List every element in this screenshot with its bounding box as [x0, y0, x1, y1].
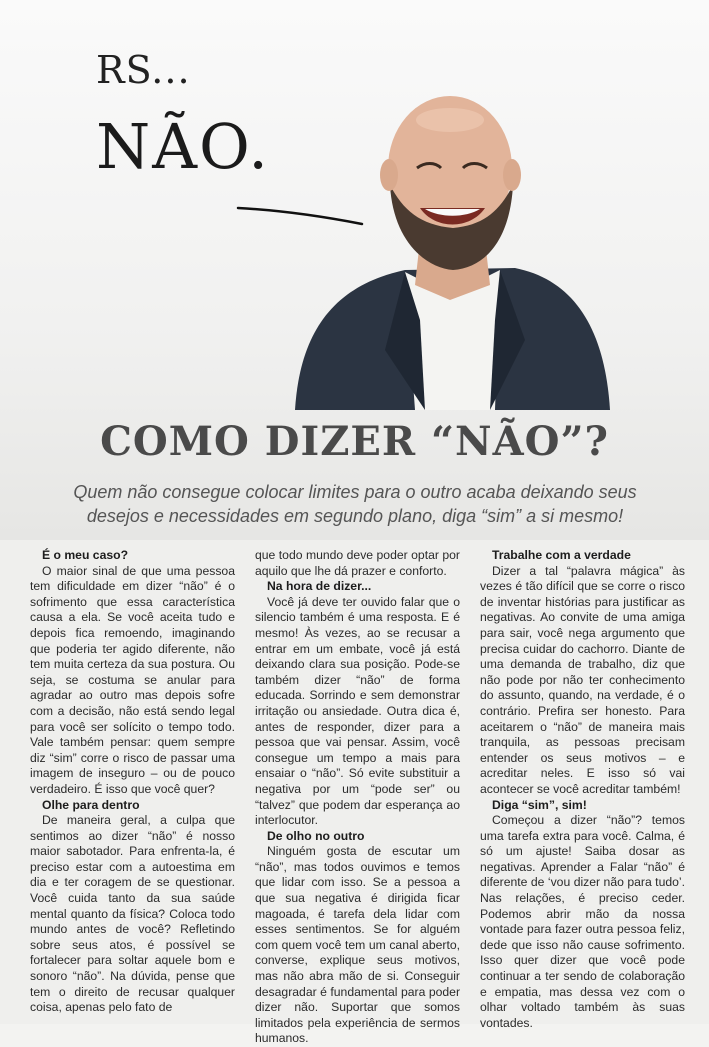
section-heading: Na hora de dizer... — [267, 579, 372, 594]
article-headline: COMO DIZER “NÃO”? — [100, 418, 609, 465]
big-word: NÃO. — [96, 110, 270, 183]
laughing-man-photo — [285, 90, 615, 410]
section-kicker: RS... — [96, 48, 191, 92]
paragraph: Começou a dizer “não”? temos uma tarefa extra para você. Calma, é só um ajuste! Saiba dosar as negativas. Aprender a Falar “não” é diferente de ‘vou dizer não para tudo’. Nas relações, é preciso ceder. Podemos abrir mão da nossa vontade para fazer outra pessoa feliz, dede que isso não cause sofrimento. Isso quer dizer que você pode continuar a ter sendo de colaboração e empatia, mas dessa vez com o olhar voltado também às suas vontades. — [480, 813, 685, 1030]
paragraph: que todo mundo deve poder optar por aquilo que lhe dá prazer e conforto. — [255, 548, 460, 578]
article-body — [30, 548, 685, 1046]
section-heading: Olhe para dentro — [42, 797, 140, 812]
paragraph: Dizer a tal “palavra mágica” às vezes é tão difícil que se corre o risco de inventar histórias para justificar as negativas. Ao convite de uma amiga para sair, você nega argumento que precisa cuidar do cachorro. Diante de uma demanda de trabalho, diz que não pode por não ter conhecimento do assunto, quando, na verdade, é o contrário. Prefira ser honesto. Para aceitarem o “não” de maneira mais tranquila, as pessoas precisam entender os seus motivos – e acreditar neles. E isso só vai acontecer se você acreditar também! — [480, 563, 685, 796]
article-subheadline: Quem não consegue colocar limites para o outro acaba deixando seus desejos e necessidades em segundo plano, diga “sim” a si mesmo! — [73, 482, 637, 526]
paragraph: Você já deve ter ouvido falar que o silencio também é uma resposta. E é mesmo! Às vezes, ao se recusar a entrar em um embate, você já está deixando clara sua posição. Pode-se também dizer “não” de forma educada. Sorrindo e sem demonstrar irritação ou ansiedade. Outra dica é, antes de responder, dizer para a pessoa que vai pensar. Assim, você consegue um tempo a mais para ensaiar o “não”. Só evite substituir a negativa por um “pode ser” ou “talvez” que podem dar esperança ao interlocutor. — [255, 594, 460, 828]
section-heading: É o meu caso? — [42, 548, 129, 562]
column-1 — [30, 548, 235, 1015]
section-heading: De olho no outro — [267, 828, 365, 843]
column-3 — [480, 548, 685, 1030]
paragraph: De maneira geral, a culpa que sentimos ao dizer “não” é nosso maior sabotador. Para enfrenta-la, é preciso estar com a autoestima em dia e ter coragem de se questionar. Você cuida tanto da sua saúde mental quanto da física? Coloca todo mundo antes de você? Refletindo sobre seus atos, é possível se fortalecer para soltar aquele bom e sonoro “não”. Na dúvida, pense que tem o direito de recusar qualquer coisa, apenas pelo fato de — [30, 813, 235, 1015]
paragraph: Ninguém gosta de escutar um “não”, mas todos ouvimos e temos que lidar com isso. Se a pessoa a que sua negativa é dirigida ficar magoada, é tarefa dela lidar com esses sentimentos. Se for alguém com quem você tem um canal aberto, converse, explique seus motivos, mas não abra mão de si. Conseguir desagradar é fundamental para poder dizer não. Suportar que somos limitados pela experiência de sermos humanos. — [255, 844, 460, 1046]
section-heading: Trabalhe com a verdade — [492, 548, 631, 562]
paragraph: O maior sinal de que uma pessoa tem dificuldade em dizer “não” é o sofrimento que essa característica causa a ela. Se você aceita tudo e depois fica remoendo, imaginando que poderia ter agido diferente, não tem muita certeza da sua postura. Ou seja, se costuma se anular para agradar ao outro mas depois sofre com a decisão, não está sendo legal para você ser solícito o tempo todo. Vale também pensar: quem sempre diz “sim” corre o risco de passar uma imagem de inseguro – ou de pouco verdadeiro. É isso que você quer? — [30, 563, 235, 796]
section-heading: Diga “sim”, sim! — [492, 797, 587, 812]
column-2 — [255, 548, 460, 1046]
